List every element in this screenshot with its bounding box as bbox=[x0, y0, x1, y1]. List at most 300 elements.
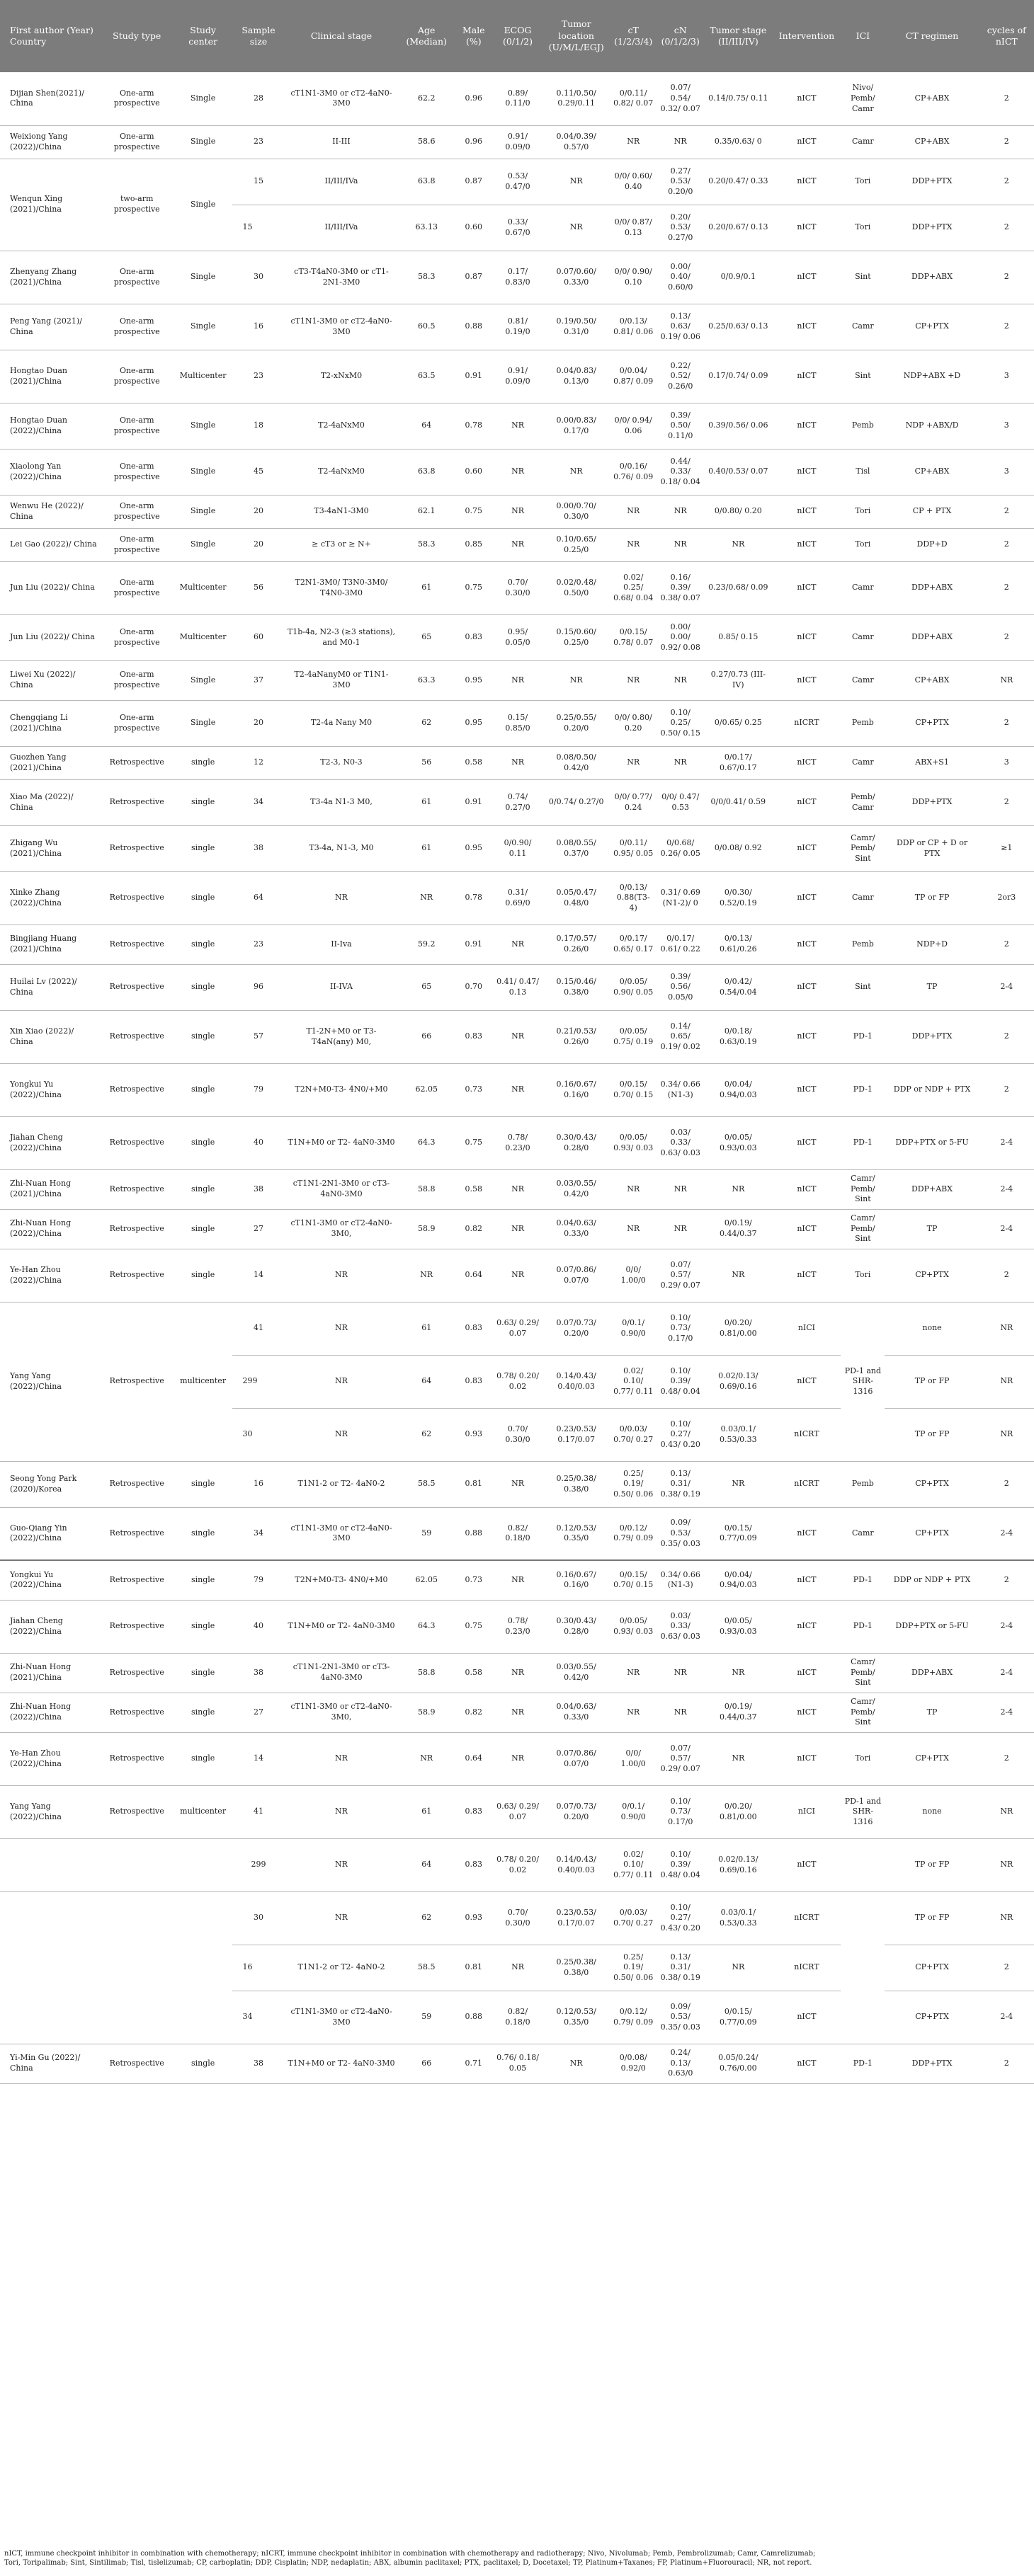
table-cell: 0.10/ 0.39/ 0.48/ 0.04 bbox=[657, 1838, 704, 1891]
table-cell: Jiahan Cheng (2022)/China bbox=[0, 1600, 101, 1653]
table-cell: 2 bbox=[979, 72, 1034, 125]
table-cell: Xiaolong Yan (2022)/China bbox=[0, 449, 101, 495]
table-row bbox=[0, 1461, 1034, 1507]
table-cell: 2 bbox=[979, 1249, 1034, 1302]
table-cell: 0.00/ 0.40/ 0.60/0 bbox=[657, 251, 704, 304]
table-cell: 0.88 bbox=[455, 304, 493, 350]
table-cell: single bbox=[174, 1560, 233, 1600]
table-cell: NR bbox=[657, 660, 704, 700]
table-cell: 0.75 bbox=[455, 1116, 493, 1169]
table-cell: Wenwu He (2022)/ China bbox=[0, 495, 101, 528]
header-cell: ECOG (0/1/2) bbox=[493, 0, 543, 72]
table-cell: 2 bbox=[979, 125, 1034, 159]
table-cell: ≥1 bbox=[979, 825, 1034, 871]
table-row bbox=[0, 1732, 1034, 1785]
table-cell: 62.2 bbox=[399, 72, 455, 125]
table-cell: Lei Gao (2022)/ China bbox=[0, 528, 101, 561]
table-cell: NR bbox=[704, 1249, 773, 1302]
table-cell: 0.83 bbox=[455, 1010, 493, 1063]
table-cell: single bbox=[174, 779, 233, 825]
table-cell: 0.04/0.63/ 0.33/0 bbox=[542, 1209, 609, 1249]
table-cell: 0.03/ 0.33/ 0.63/ 0.03 bbox=[657, 1600, 704, 1653]
table-cell: 14 bbox=[232, 1249, 284, 1302]
table-cell: Single bbox=[174, 251, 233, 304]
table-cell: 63.3 bbox=[399, 660, 455, 700]
table-cell: 0.76/ 0.18/ 0.05 bbox=[493, 2044, 543, 2083]
table-cell: single bbox=[174, 1653, 233, 1693]
table-cell: 0.15/0.60/ 0.25/0 bbox=[542, 614, 609, 660]
table-cell: 0.73 bbox=[455, 1560, 493, 1600]
table-cell: Camr/ Pemb/ Sint bbox=[841, 1653, 885, 1693]
table-cell: 0.07/0.86/ 0.07/0 bbox=[542, 1732, 609, 1785]
table-cell: 3 bbox=[979, 403, 1034, 449]
table-row bbox=[0, 125, 1034, 159]
table-cell: Camr bbox=[841, 561, 885, 614]
table-cell: 0.91/ 0.09/0 bbox=[493, 350, 543, 403]
table-cell: nICT bbox=[773, 251, 841, 304]
table-cell: 58.8 bbox=[399, 1169, 455, 1209]
table-cell: none bbox=[885, 1785, 979, 1838]
table-cell: 0/0.13/ 0.61/0.26 bbox=[704, 925, 773, 964]
table-cell: 0.78 bbox=[455, 403, 493, 449]
table-cell: Jiahan Cheng (2022)/China bbox=[0, 1116, 101, 1169]
table-cell: nICT bbox=[773, 304, 841, 350]
table-cell: Sint bbox=[841, 964, 885, 1010]
table-cell: single bbox=[174, 1169, 233, 1209]
table-cell: cT1N1-3M0 or cT2-4aN0-3M0, bbox=[284, 1209, 398, 1249]
table-cell: DDP or NDP + PTX bbox=[885, 1063, 979, 1116]
table-cell: 0.14/0.43/ 0.40/0.03 bbox=[542, 1355, 609, 1408]
table-cell: Single bbox=[174, 304, 233, 350]
table-cell: Camr/ Pemb/ Sint bbox=[841, 1693, 885, 1732]
table-cell: nICT bbox=[773, 964, 841, 1010]
table-cell: Single bbox=[174, 125, 233, 159]
table-cell: 0.35/0.63/ 0 bbox=[704, 125, 773, 159]
table-cell: 61 bbox=[399, 825, 455, 871]
table-cell: cT1N1-3M0 or cT2-4aN0-3M0 bbox=[284, 1507, 398, 1560]
header-cell: cN (0/1/2/3) bbox=[657, 0, 704, 72]
table-cell: 0.60 bbox=[455, 205, 493, 251]
table-cell: 2-4 bbox=[979, 1116, 1034, 1169]
header-cell: Study type bbox=[101, 0, 174, 72]
table-cell: One-arm prospective bbox=[101, 403, 174, 449]
table-cell: Bingjiang Huang (2021)/China bbox=[0, 925, 101, 964]
table-cell: 64 bbox=[399, 1838, 455, 1891]
table-cell: Retrospective bbox=[101, 1063, 174, 1116]
table-cell: NR bbox=[657, 1209, 704, 1249]
table-cell: 0.78/ 0.23/0 bbox=[493, 1116, 543, 1169]
table-cell: NR bbox=[704, 1732, 773, 1785]
table-cell: 0.27/ 0.53/ 0.20/0 bbox=[657, 159, 704, 205]
table-cell: 64 bbox=[399, 403, 455, 449]
table-cell: 0.10/ 0.73/ 0.17/0 bbox=[657, 1785, 704, 1838]
table-cell: cT1N1-3M0 or cT2-4aN0-3M0 bbox=[284, 1991, 398, 2044]
table-cell: NR bbox=[610, 495, 657, 528]
table-cell: 0.19/0.50/ 0.31/0 bbox=[542, 304, 609, 350]
table-cell: 0/0.05/ 0.93/ 0.03 bbox=[610, 1116, 657, 1169]
table-cell: 0.41/ 0.47/ 0.13 bbox=[493, 964, 543, 1010]
table-cell: One-arm prospective bbox=[101, 72, 174, 125]
table-cell: 57 bbox=[232, 1010, 284, 1063]
table-cell: 23 bbox=[232, 350, 284, 403]
table-cell: 0.81 bbox=[455, 1461, 493, 1507]
table-cell: Tori bbox=[841, 1732, 885, 1785]
table-cell: 61 bbox=[399, 1302, 455, 1355]
header-cell: cycles of nICT bbox=[979, 0, 1034, 72]
table-cell: 2 bbox=[979, 561, 1034, 614]
table-cell: 0.91 bbox=[455, 779, 493, 825]
table-cell: 0.14/0.43/ 0.40/0.03 bbox=[542, 1838, 609, 1891]
table-cell: 15 bbox=[232, 159, 284, 205]
table-cell: 58.3 bbox=[399, 251, 455, 304]
header-cell: cT (1/2/3/4) bbox=[610, 0, 657, 72]
table-cell: 0.05/0.47/ 0.48/0 bbox=[542, 871, 609, 925]
table-cell: 0.83 bbox=[455, 1785, 493, 1838]
table-cell: 0.16/ 0.39/ 0.38/ 0.07 bbox=[657, 561, 704, 614]
table-cell: 0/0.9/0.1 bbox=[704, 251, 773, 304]
table-cell: 2-4 bbox=[979, 1507, 1034, 1560]
table-cell: DDP or NDP + PTX bbox=[885, 1560, 979, 1600]
table-header-row bbox=[0, 0, 1034, 72]
table-cell: 0.15/ 0.85/0 bbox=[493, 700, 543, 746]
table-cell: DDP+PTX or 5-FU bbox=[885, 1116, 979, 1169]
table-cell: 63.5 bbox=[399, 350, 455, 403]
table-cell: 2 bbox=[979, 779, 1034, 825]
table-cell: 0/0/ 1.00/0 bbox=[610, 1249, 657, 1302]
table-cell: nICT bbox=[773, 871, 841, 925]
table-cell: 0/0/ 0.87/ 0.13 bbox=[610, 205, 657, 251]
table-cell: NR bbox=[610, 1693, 657, 1732]
table-cell: NR bbox=[657, 1169, 704, 1209]
table-cell: single bbox=[174, 1693, 233, 1732]
table-cell: CP+PTX bbox=[885, 700, 979, 746]
table-cell: nICT bbox=[773, 1507, 841, 1560]
table-cell: 0.10/ 0.25/ 0.50/ 0.15 bbox=[657, 700, 704, 746]
table-cell bbox=[101, 1838, 174, 1891]
table-cell: 58.9 bbox=[399, 1693, 455, 1732]
table-cell: nICT bbox=[773, 1249, 841, 1302]
table-row bbox=[0, 528, 1034, 561]
table-cell: NR bbox=[657, 528, 704, 561]
table-cell: DDP+PTX bbox=[885, 2044, 979, 2083]
table-cell: Retrospective bbox=[101, 825, 174, 871]
table-row bbox=[0, 660, 1034, 700]
table-cell: 2 bbox=[979, 1010, 1034, 1063]
table-cell: Zhi-Nuan Hong (2022)/China bbox=[0, 1209, 101, 1249]
table-cell: 0.58 bbox=[455, 746, 493, 779]
table-cell: Xiao Ma (2022)/ China bbox=[0, 779, 101, 825]
table-cell: nICT bbox=[773, 1010, 841, 1063]
table-cell: 0/0.08/ 0.92/0 bbox=[610, 2044, 657, 2083]
table-cell: 0.31/ 0.69 (N1-2)/ 0 bbox=[657, 871, 704, 925]
table-cell: 0/0.17/ 0.67/0.17 bbox=[704, 746, 773, 779]
table-cell: Retrospective bbox=[101, 1461, 174, 1507]
table-cell: nICT bbox=[773, 495, 841, 528]
table-cell: 0/0.11/ 0.82/ 0.07 bbox=[610, 72, 657, 125]
table-cell: NR bbox=[542, 159, 609, 205]
table-cell: NR bbox=[399, 1249, 455, 1302]
table-cell: 0.85/ 0.15 bbox=[704, 614, 773, 660]
table-cell: Camr bbox=[841, 660, 885, 700]
table-cell: 0.70/ 0.30/0 bbox=[493, 561, 543, 614]
table-cell: 0/0.03/ 0.70/ 0.27 bbox=[610, 1891, 657, 1945]
table-cell: NR bbox=[979, 660, 1034, 700]
table-cell: 2 bbox=[979, 251, 1034, 304]
table-cell: 0.03/0.1/ 0.53/0.33 bbox=[704, 1408, 773, 1461]
table-cell: 63.13 bbox=[399, 205, 455, 251]
table-cell: 63.8 bbox=[399, 449, 455, 495]
table-cell: nICT bbox=[773, 1693, 841, 1732]
table-cell: single bbox=[174, 964, 233, 1010]
table-cell: Single bbox=[174, 700, 233, 746]
table-cell: CP+PTX bbox=[885, 1461, 979, 1507]
table-cell: NR bbox=[542, 2044, 609, 2083]
table-cell: 0.75 bbox=[455, 561, 493, 614]
table-cell: Retrospective bbox=[101, 746, 174, 779]
table-cell: 0.11/0.50/ 0.29/0.11 bbox=[542, 72, 609, 125]
table-cell: 0/0.04/ 0.94/0.03 bbox=[704, 1063, 773, 1116]
table-cell: 14 bbox=[232, 1732, 284, 1785]
header-cell: Tumor location (U/M/L/EGJ) bbox=[542, 0, 609, 72]
table-cell: 58.9 bbox=[399, 1209, 455, 1249]
table-cell: 27 bbox=[232, 1693, 284, 1732]
table-cell: 0.04/0.39/ 0.57/0 bbox=[542, 125, 609, 159]
table-cell: 0.96 bbox=[455, 72, 493, 125]
table-cell: 0.07/ 0.54/ 0.32/ 0.07 bbox=[657, 72, 704, 125]
table-cell: 0/0.12/ 0.79/ 0.09 bbox=[610, 1507, 657, 1560]
table-cell: Multicenter bbox=[174, 561, 233, 614]
table-cell: Retrospective bbox=[101, 1249, 174, 1302]
table-cell: nICT bbox=[773, 825, 841, 871]
table-cell: 0.58 bbox=[455, 1653, 493, 1693]
table-cell: PD-1 bbox=[841, 1600, 885, 1653]
table-cell: NR bbox=[704, 1653, 773, 1693]
table-cell: 0/0.05/ 0.93/0.03 bbox=[704, 1600, 773, 1653]
table-cell: 0/0.15/ 0.78/ 0.07 bbox=[610, 614, 657, 660]
header-cell: Tumor stage (II/III/IV) bbox=[704, 0, 773, 72]
table-cell: NR bbox=[610, 1169, 657, 1209]
table-cell: ≥ cT3 or ≥ N+ bbox=[284, 528, 398, 561]
table-cell: 0.82/ 0.18/0 bbox=[493, 1991, 543, 2044]
table-cell: 0.00/0.83/ 0.17/0 bbox=[542, 403, 609, 449]
table-cell: Retrospective bbox=[101, 1732, 174, 1785]
table-cell: Nivo/ Pemb/ Camr bbox=[841, 72, 885, 125]
table-cell: NR bbox=[610, 125, 657, 159]
table-cell: 16 bbox=[232, 304, 284, 350]
table-cell: 0.30/0.43/ 0.28/0 bbox=[542, 1600, 609, 1653]
table-cell: 0.70/ 0.30/0 bbox=[493, 1408, 543, 1461]
table-cell: NR bbox=[610, 1209, 657, 1249]
table-cell: 0/0.03/ 0.70/ 0.27 bbox=[610, 1408, 657, 1461]
table-cell: Single bbox=[174, 495, 233, 528]
table-cell: NR bbox=[542, 205, 609, 251]
table-cell: 38 bbox=[232, 1653, 284, 1693]
table-cell: 0.02/ 0.10/ 0.77/ 0.11 bbox=[610, 1838, 657, 1891]
table-cell: Guo-Qiang Yin (2022)/China bbox=[0, 1507, 101, 1560]
table-cell: Retrospective bbox=[101, 2044, 174, 2083]
table-row bbox=[0, 1560, 1034, 1600]
table-cell: Retrospective bbox=[101, 1302, 174, 1461]
table-cell: 66 bbox=[399, 1010, 455, 1063]
table-cell: Jun Liu (2022)/ China bbox=[0, 561, 101, 614]
table-cell: Zhigang Wu (2021)/China bbox=[0, 825, 101, 871]
table-cell: 34 bbox=[232, 779, 284, 825]
table-cell: 2 bbox=[979, 2044, 1034, 2083]
table-cell: 0.64 bbox=[455, 1249, 493, 1302]
table-cell: DDP+ABX bbox=[885, 251, 979, 304]
table-cell: 64.3 bbox=[399, 1600, 455, 1653]
table-cell: CP+PTX bbox=[885, 1945, 979, 1991]
table-cell: PD-1 bbox=[841, 1116, 885, 1169]
table-cell: 0.25/0.38/ 0.38/0 bbox=[542, 1461, 609, 1507]
table-cell: 61 bbox=[399, 779, 455, 825]
table-cell: 15 bbox=[232, 205, 284, 251]
table-cell: NR bbox=[284, 1355, 398, 1408]
table-cell: TP bbox=[885, 1693, 979, 1732]
table-cell: Pemb/ Camr bbox=[841, 779, 885, 825]
table-cell: Camr bbox=[841, 125, 885, 159]
table-cell: nICT bbox=[773, 1653, 841, 1693]
footnote-line: nICT, immune checkpoint inhibitor in combination with chemotherapy; nICRT, immune checkpoint inhibitor in combination with chemotherapy and radiotherapy; Nivo, Nivolumab; Pemb, Pembrolizumab; Camr, Camrelizumab; bbox=[4, 2550, 816, 2558]
table-cell: 0.07/0.73/ 0.20/0 bbox=[542, 1302, 609, 1355]
table-row bbox=[0, 1169, 1034, 1209]
table-cell: DDP+PTX bbox=[885, 159, 979, 205]
table-cell: 0/0/ 0.60/ 0.40 bbox=[610, 159, 657, 205]
table-cell: Retrospective bbox=[101, 779, 174, 825]
table-cell: NR bbox=[493, 746, 543, 779]
table-cell bbox=[0, 1838, 101, 1891]
table-cell: Chengqiang Li (2021)/China bbox=[0, 700, 101, 746]
table-cell: Single bbox=[174, 159, 233, 251]
header-cell: CT regimen bbox=[885, 0, 979, 72]
table-cell: NR bbox=[493, 1693, 543, 1732]
table-cell: 0.23/0.68/ 0.09 bbox=[704, 561, 773, 614]
table-cell: nICT bbox=[773, 125, 841, 159]
table-cell: 0.04/0.63/ 0.33/0 bbox=[542, 1693, 609, 1732]
table-cell: T1b-4a, N2-3 (≥3 stations), and M0-1 bbox=[284, 614, 398, 660]
table-cell: 38 bbox=[232, 1169, 284, 1209]
table-cell: Single bbox=[174, 72, 233, 125]
table-cell: NR bbox=[657, 1693, 704, 1732]
table-cell: One-arm prospective bbox=[101, 251, 174, 304]
table-cell: NR bbox=[493, 1461, 543, 1507]
table-cell: multicenter bbox=[174, 1785, 233, 1838]
table-cell: 0.70/ 0.30/0 bbox=[493, 1891, 543, 1945]
table-cell: NDP +ABX/D bbox=[885, 403, 979, 449]
table-cell: 0.88 bbox=[455, 1507, 493, 1560]
table-cell: two-arm prospective bbox=[101, 159, 174, 251]
table-row bbox=[0, 1116, 1034, 1169]
table-cell: 0.05/0.24/ 0.76/0.00 bbox=[704, 2044, 773, 2083]
table-row bbox=[0, 251, 1034, 304]
table-cell: nICT bbox=[773, 1732, 841, 1785]
table-cell: NR bbox=[493, 1653, 543, 1693]
table-cell: 0.07/0.73/ 0.20/0 bbox=[542, 1785, 609, 1838]
table-cell: 37 bbox=[232, 660, 284, 700]
table-cell: 66 bbox=[399, 2044, 455, 2083]
header-cell: Clinical stage bbox=[284, 0, 398, 72]
table-cell: Camr/ Pemb/ Sint bbox=[841, 825, 885, 871]
table-cell: nICT bbox=[773, 1991, 841, 2044]
table-row bbox=[0, 964, 1034, 1010]
table-cell: CP + PTX bbox=[885, 495, 979, 528]
table-cell: Retrospective bbox=[101, 925, 174, 964]
table-cell: 0/0/ 0.77/ 0.24 bbox=[610, 779, 657, 825]
table-cell: PD-1 bbox=[841, 1063, 885, 1116]
table-cell: 0.10/ 0.27/ 0.43/ 0.20 bbox=[657, 1408, 704, 1461]
table-cell: 0.82 bbox=[455, 1693, 493, 1732]
table-cell: single bbox=[174, 1507, 233, 1560]
table-row bbox=[0, 1785, 1034, 1838]
table-cell: NR bbox=[493, 1209, 543, 1249]
table-cell: T2-xNxM0 bbox=[284, 350, 398, 403]
table-cell: 0.39/ 0.50/ 0.11/0 bbox=[657, 403, 704, 449]
table-cell: One-arm prospective bbox=[101, 304, 174, 350]
table-cell: NR bbox=[284, 1249, 398, 1302]
table-cell: single bbox=[174, 1116, 233, 1169]
table-cell: 0/0.19/ 0.44/0.37 bbox=[704, 1209, 773, 1249]
table-cell: CP+ABX bbox=[885, 660, 979, 700]
table-cell: single bbox=[174, 1249, 233, 1302]
header-cell: Sample size bbox=[232, 0, 284, 72]
table-cell: single bbox=[174, 1600, 233, 1653]
table-cell: DDP+D bbox=[885, 528, 979, 561]
table-cell: nICT bbox=[773, 2044, 841, 2083]
table-cell: 0.25/0.55/ 0.20/0 bbox=[542, 700, 609, 746]
table-row bbox=[0, 825, 1034, 871]
table-cell: DDP+PTX bbox=[885, 205, 979, 251]
table-cell: 0.23/0.53/ 0.17/0.07 bbox=[542, 1408, 609, 1461]
table-row bbox=[0, 449, 1034, 495]
table-cell: 64 bbox=[232, 871, 284, 925]
table-cell: NR bbox=[284, 871, 398, 925]
table-cell: 0.12/0.53/ 0.35/0 bbox=[542, 1507, 609, 1560]
table-cell: 0.88 bbox=[455, 1991, 493, 2044]
table-cell: nICRT bbox=[773, 1408, 841, 1461]
table-cell: 0/0.04/ 0.94/0.03 bbox=[704, 1560, 773, 1600]
table-cell: Hongtao Duan (2022)/China bbox=[0, 403, 101, 449]
table-cell: 2-4 bbox=[979, 1693, 1034, 1732]
table-row bbox=[0, 1249, 1034, 1302]
table-cell: NDP+D bbox=[885, 925, 979, 964]
table-cell: Camr bbox=[841, 304, 885, 350]
table-row bbox=[0, 403, 1034, 449]
table-cell: NR bbox=[493, 1169, 543, 1209]
table-cell: Camr/ Pemb/ Sint bbox=[841, 1209, 885, 1249]
table-cell: 0.07/ 0.57/ 0.29/ 0.07 bbox=[657, 1249, 704, 1302]
table-cell: NR bbox=[979, 1838, 1034, 1891]
table-cell: 23 bbox=[232, 925, 284, 964]
table-cell: 0.82/ 0.18/0 bbox=[493, 1507, 543, 1560]
table-cell: 0.83 bbox=[455, 1355, 493, 1408]
table-cell: DDP+ABX bbox=[885, 1169, 979, 1209]
table-cell: 0.14/ 0.65/ 0.19/ 0.02 bbox=[657, 1010, 704, 1063]
table-cell: 0.15/0.46/ 0.38/0 bbox=[542, 964, 609, 1010]
table-row bbox=[0, 1302, 1034, 1355]
table-cell: 0.25/0.38/ 0.38/0 bbox=[542, 1945, 609, 1991]
table-cell: 2 bbox=[979, 1063, 1034, 1116]
table-cell: NR bbox=[979, 1302, 1034, 1355]
table-cell: 0/0/ 0.47/ 0.53 bbox=[657, 779, 704, 825]
table-cell: Weixiong Yang (2022)/China bbox=[0, 125, 101, 159]
table-cell: Yang Yang (2022)/China bbox=[0, 1785, 101, 1838]
table-cell: nICT bbox=[773, 660, 841, 700]
table-cell: cT1N1-3M0 or cT2-4aN0-3M0 bbox=[284, 304, 398, 350]
table-cell: nICT bbox=[773, 528, 841, 561]
table-cell: nICT bbox=[773, 1169, 841, 1209]
table-cell: nICT bbox=[773, 159, 841, 205]
table-cell: TP bbox=[885, 964, 979, 1010]
